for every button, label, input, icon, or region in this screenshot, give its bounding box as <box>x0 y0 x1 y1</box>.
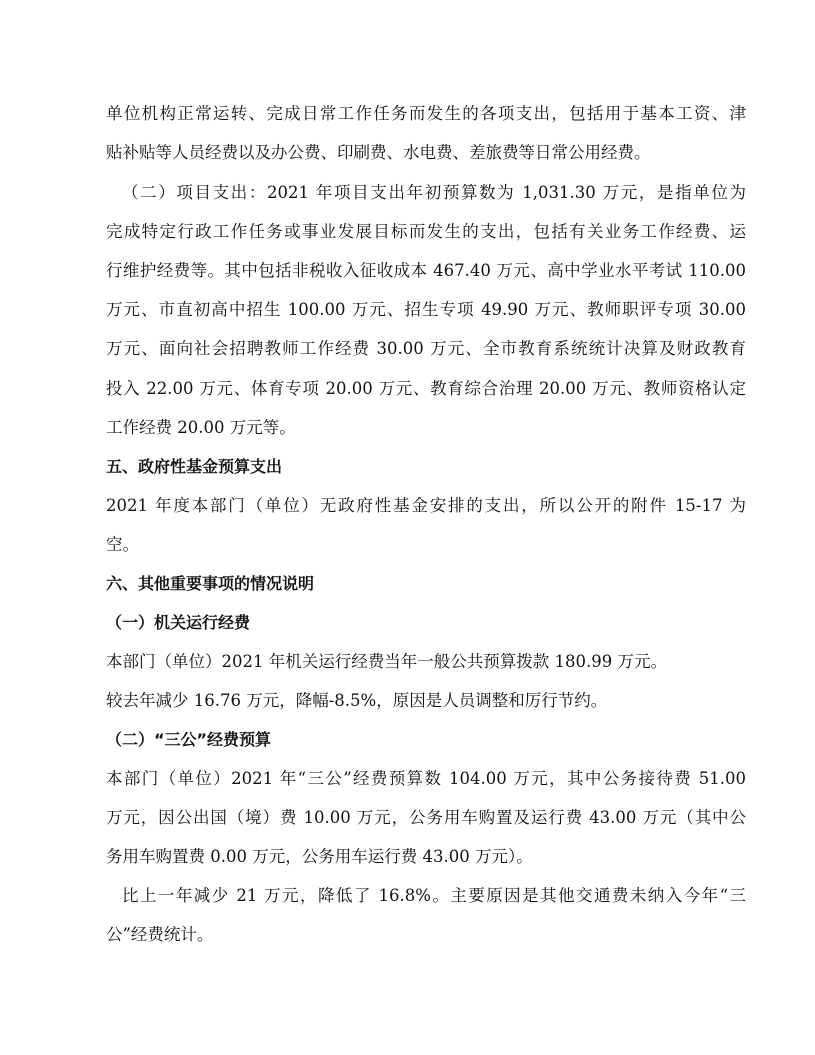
paragraph-line: 较去年减少 16.76 万元，降幅-8.5%，原因是人员调整和厉行节约。 <box>106 691 608 710</box>
paragraph-line: 万元，因公出国（境）费 10.00 万元，公务用车购置及运行费 43.00 万元（其中公 <box>106 808 746 827</box>
paragraph-line: 公”经费统计。 <box>106 925 214 944</box>
section-heading: 五、政府性基金预算支出 <box>106 457 283 476</box>
paragraph-line: 投入 22.00 万元、体育专项 20.00 万元、教育综合治理 20.00 万元、教师资格认定 <box>106 379 746 398</box>
paragraph-line: 万元、面向社会招聘教师工作经费 30.00 万元、全市教育系统统计决算及财政教育 <box>106 339 746 358</box>
paragraph-line: 行维护经费等。其中包括非税收入征收成本 467.40 万元、高中学业水平考试 110.00 <box>106 261 746 280</box>
paragraph-line: 本部门（单位）2021 年“三公”经费预算数 104.00 万元，其中公务接待费 51.00 <box>106 769 746 788</box>
subsection-heading: （二）“三公”经费预算 <box>106 730 272 749</box>
paragraph-line: 完成特定行政工作任务或事业发展目标而发生的支出，包括有关业务工作经费、运 <box>106 222 746 241</box>
paragraph-line: 贴补贴等人员经费以及办公费、印刷费、水电费、差旅费等日常公用经费。 <box>106 143 651 162</box>
paragraph-line: 空。 <box>106 535 139 554</box>
paragraph-line: 万元、市直初高中招生 100.00 万元、招生专项 49.90 万元、教师职评专项 30.00 <box>106 300 746 319</box>
paragraph-line: 本部门（单位）2021 年机关运行经费当年一般公共预算拨款 180.99 万元。 <box>106 652 667 671</box>
paragraph-line: 2021 年度本部门（单位）无政府性基金安排的支出，所以公开的附件 15-17 为 <box>106 496 746 515</box>
section-heading: 六、其他重要事项的情况说明 <box>106 574 315 593</box>
paragraph-line: （二）项目支出：2021 年项目支出年初预算数为 1,031.30 万元，是指单位为 <box>122 183 746 202</box>
subsection-heading: （一）机关运行经费 <box>106 613 251 632</box>
paragraph-line: 单位机构正常运转、完成日常工作任务而发生的各项支出，包括用于基本工资、津 <box>106 104 746 123</box>
paragraph-line: 比上一年减少 21 万元，降低了 16.8%。主要原因是其他交通费未纳入今年“三 <box>122 886 746 905</box>
paragraph-line: 工作经费 20.00 万元等。 <box>106 418 296 437</box>
paragraph-line: 务用车购置费 0.00 万元，公务用车运行费 43.00 万元）。 <box>106 847 533 866</box>
